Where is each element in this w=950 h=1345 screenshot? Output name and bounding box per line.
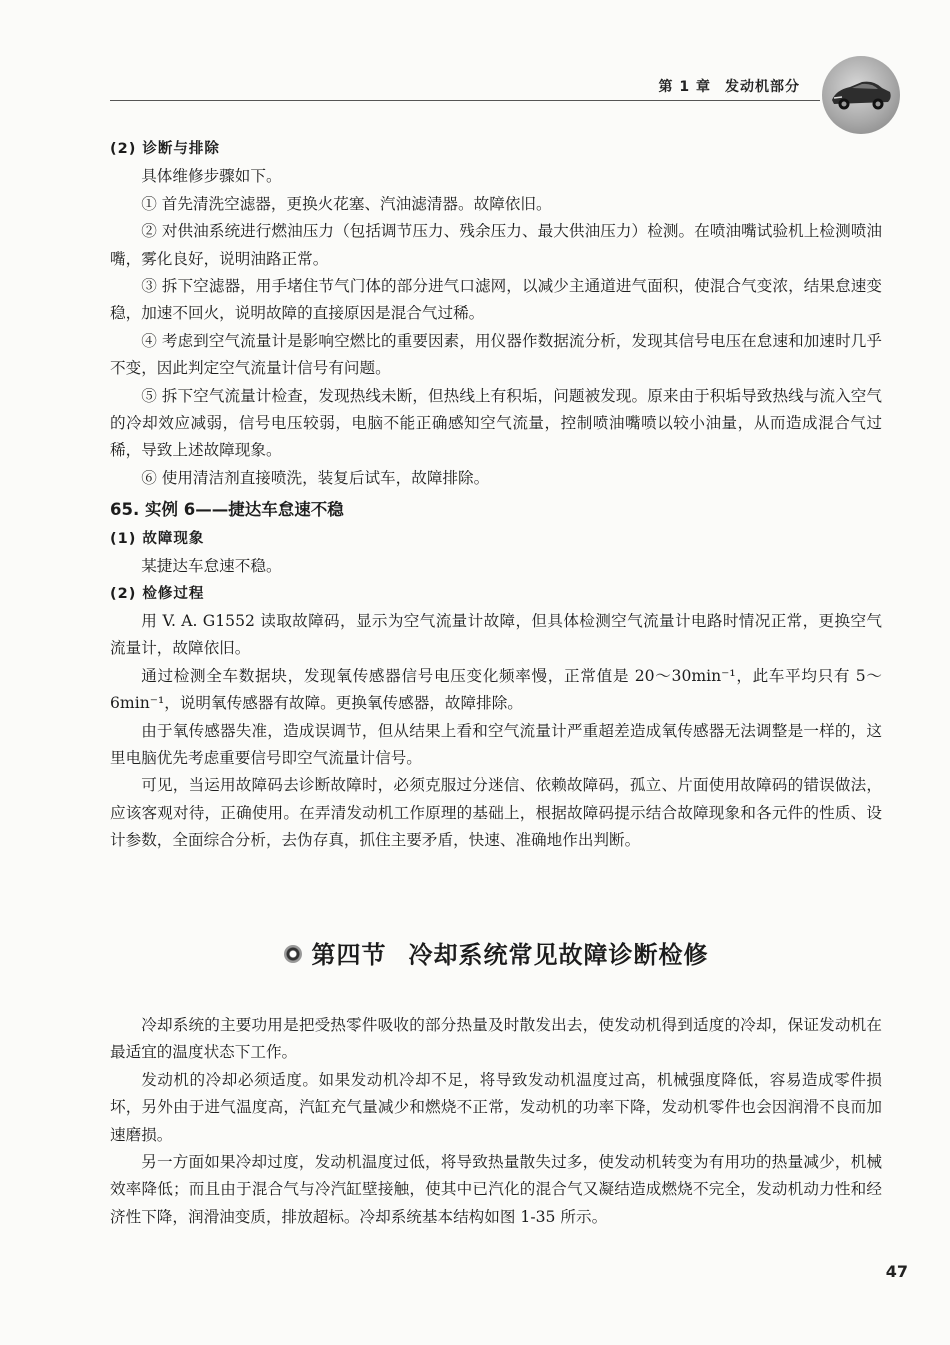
case-title: 65. 实例 6——捷达车怠速不稳 (110, 500, 344, 520)
section-text-block (110, 1012, 882, 1231)
chapter-label: 第 1 章 (658, 79, 711, 95)
chapter-title: 发动机部分 (725, 79, 800, 95)
symptom-text: 某捷达车怠速不稳。 (141, 557, 282, 576)
running-header (110, 56, 900, 102)
repair-step: ③ 拆下空滤器，用手堵住节气门体的部分进气口滤网，以减少主通道进气面积，使混合气变浓，结果怠速变稳，加速不回火，说明故障的直接原因是混合气过稀。 (110, 277, 882, 323)
car-logo-badge (822, 56, 900, 134)
process-paragraph: 用 V. A. G1552 读取故障码，显示为空气流量计故障，但具体检测空气流量计电路时情况正常，更换空气流量计，故障依旧。 (110, 611, 882, 658)
process-paragraph: 可见，当运用故障码去诊断故障时，必须克服过分迷信、依赖故障码，孤立、片面使用故障码的错误做法，应该客观对待，正确使用。在弄清发动机工作原理的基础上，根据故障码提示结合故障现象和各元件的性质、设计参数，全面综合分析，去伪存真，抓住主要矛盾，快速、准确地作出判断。 (110, 776, 882, 850)
repair-step: ④ 考虑到空气流量计是影响空燃比的重要因素，用仪器作数据流分析，发现其信号电压在怠速和加速时几乎不变，因此判定空气流量计信号有问题。 (110, 331, 882, 378)
section-name: 冷却系统常见故障诊断检修 (408, 941, 709, 969)
repair-step: ⑤ 拆下空气流量计检查，发现热线未断，但热线上有积垢，问题被发现。原来由于积垢导致热线与流入空气的冷却效应减弱，信号电压较弱，电脑不能正确感知空气流量，控制喷油嘴喷以较小油量，从而造成混合气过稀，导致上述故障现象。 (110, 386, 882, 460)
car-icon (828, 74, 894, 114)
section-paragraph: 另一方面如果冷却过度，发动机温度过低，将导致热量散失过多，使发动机转变为有用功的热量减少，机械效率降低；而且由于混合气与冷汽缸壁接触，使其中已汽化的混合气又凝结造成燃烧不完全，发动机动力性和经济性下降，润滑油变质，排放超标。冷却系统基本结构如图 1-35 所示。 (110, 1153, 882, 1226)
repair-step: ② 对供油系统进行燃油压力（包括调节压力、残余压力、最大供油压力）检测。在喷油嘴试验机上检测喷油嘴，雾化良好，说明油路正常。 (110, 222, 882, 268)
process-paragraph: 通过检测全车数据块，发现氧传感器信号电压变化频率慢，正常值是 20～30min⁻¹，此车平均只有 5～6min⁻¹，说明氧传感器有故障。更换氧传感器，故障排除。 (110, 666, 882, 713)
section-paragraph: 发动机的冷却必须适度。如果发动机冷却不足，将导致发动机温度过高，机械强度降低，容易造成零件损坏，另外由于进气温度高，汽缸充气量减少和燃烧不正常，发动机的功率下降，发动机零件也会因润滑不良而加速磨损。 (110, 1070, 882, 1144)
repair-step: ⑥ 使用清洁剂直接喷洗，装复后试车，故障排除。 (141, 468, 490, 487)
main-text-block (110, 136, 882, 855)
header-title (659, 76, 801, 96)
repair-step: ① 首先清洗空滤器，更换火花塞、汽油滤清器。故障依旧。 (141, 194, 552, 213)
symptom-heading: (1) 故障现象 (110, 530, 205, 547)
diagnosis-intro: 具体维修步骤如下。 (141, 167, 282, 186)
section-paragraph: 冷却系统的主要功用是把受热零件吸收的部分热量及时散发出去，使发动机得到适度的冷却，保证发动机在最适宜的温度状态下工作。 (110, 1016, 882, 1062)
section-title (110, 935, 882, 970)
header-rule (110, 100, 820, 101)
diagnosis-heading: (2) 诊断与排除 (110, 141, 220, 157)
process-heading: (2) 检修过程 (110, 585, 205, 602)
process-paragraph: 由于氧传感器失准，造成误调节，但从结果上看和空气流量计严重超差造成氧传感器无法调整是一样的，这里电脑优先考虑重要信号即空气流量计信号。 (110, 721, 882, 767)
section-bullet-icon (284, 945, 302, 963)
page-number: 47 (885, 1262, 908, 1281)
section-number: 第四节 (311, 941, 387, 969)
